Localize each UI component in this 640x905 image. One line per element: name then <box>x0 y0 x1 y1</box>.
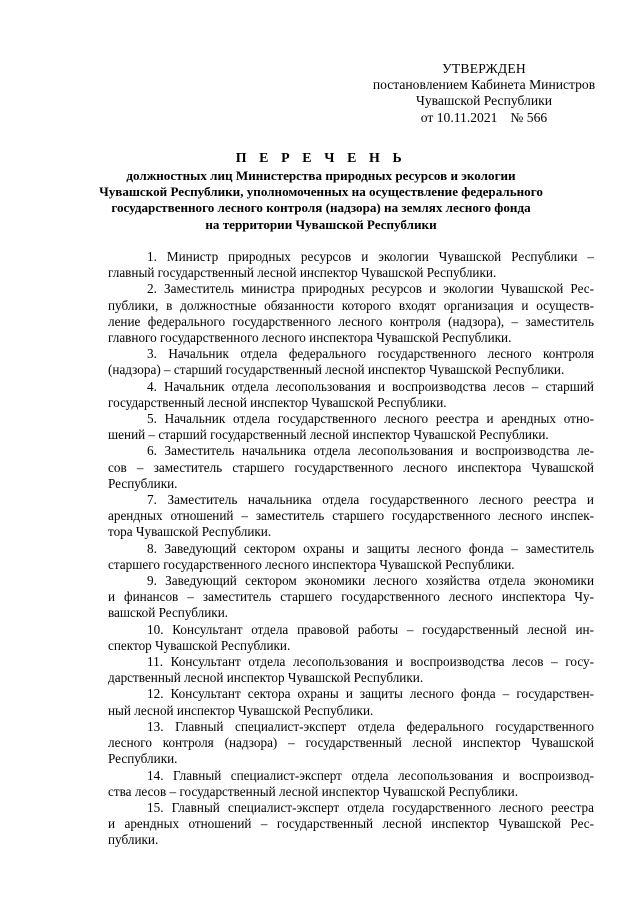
approval-date-line <box>364 110 604 126</box>
list-item-line: 8. Заведующий сектором охраны и защиты лесного фонда – заместитель <box>147 540 594 556</box>
list-item-line: лесного контроля (надзора) – государственный лесной инспектор Чувашской <box>108 735 594 751</box>
list-item-line: публики, в должностные обязанности которого входят организация и осуществ- <box>108 297 594 313</box>
list-item-line: старшего государственного лесного инспектора Чувашской Республики. <box>108 556 515 572</box>
list-item-line: (надзора) – старший государственный лесной инспектор Чувашской Республики. <box>108 362 565 378</box>
list-item-line: Республики. <box>108 751 178 767</box>
approval-resolution: постановлением Кабинета Министров <box>372 77 596 93</box>
list-item-line: 7. Заместитель начальника отдела государственного лесного реестра и <box>147 492 594 508</box>
list-item-line: 1. Министр природных ресурсов и экологии Чувашской Республики – <box>147 249 594 264</box>
list-item <box>108 800 594 849</box>
document-subtitle <box>90 168 552 233</box>
list-item-line: вашской Республики. <box>108 605 229 621</box>
list-item <box>108 622 594 654</box>
approval-stamp <box>364 61 604 126</box>
list-item <box>108 654 594 686</box>
list-item <box>108 492 594 541</box>
list-item-line: главный государственный лесной инспектор Чувашской Республики. <box>108 265 497 281</box>
approval-number: № 566 <box>510 109 548 125</box>
list-item <box>108 719 594 768</box>
list-item <box>108 346 594 378</box>
list-item-line: ный лесной инспектор Чувашской Республики. <box>108 702 374 718</box>
list-item-line: и арендных отношений – государственный лесной инспектор Чувашской Рес- <box>108 816 594 832</box>
list-item-line: 9. Заведующий сектором экономики лесного хозяйства отдела экономики <box>147 573 594 589</box>
list-item-line: публики. <box>108 832 159 848</box>
list-item-line: дарственный лесной инспектор Чувашской Республики. <box>108 670 424 686</box>
approval-date: от 10.11.2021 <box>420 109 498 125</box>
list-item <box>108 443 594 492</box>
list-item-line: 13. Главный специалист-эксперт отдела федерального государственного <box>147 718 594 734</box>
list-item-line: Республики. <box>108 475 178 491</box>
list-item-line: тора Чувашской Республики. <box>108 524 272 540</box>
list-item-line: ства лесов – государственный лесной инспектор Чувашской Республики. <box>108 783 519 799</box>
list-item <box>108 411 594 443</box>
list-item <box>108 768 594 800</box>
list-item-line: шений – старший государственный лесной инспектор Чувашской Республики. <box>108 427 549 443</box>
document-title: П Е Р Е Ч Е Н Ь <box>235 151 407 166</box>
list-item <box>108 281 594 346</box>
list-item <box>108 686 594 718</box>
subtitle-line: Чувашской Республики, уполномоченных на осуществление федерального <box>99 184 543 200</box>
subtitle-line: на территории Чувашской Республики <box>205 216 437 232</box>
list-item-line: 12. Консультант сектора охраны и защиты лесного фонда – государствен- <box>147 686 594 702</box>
list-item <box>108 573 594 622</box>
list-item-line: ление федерального государственного лесного контроля (надзора), – заместитель <box>108 313 594 329</box>
list-item-line: 15. Главный специалист-эксперт отдела государственного лесного реестра <box>147 799 594 815</box>
officials-list <box>108 249 594 849</box>
list-item-line: 10. Консультант отдела правовой работы – государственный лесной ин- <box>147 621 594 637</box>
list-item-line: 14. Главный специалист-эксперт отдела лесопользования и воспроизвод- <box>147 767 594 783</box>
list-item <box>108 541 594 573</box>
list-item <box>108 249 594 281</box>
list-item-line: арендных отношений – заместитель старшего государственного лесного инспек- <box>108 508 594 524</box>
subtitle-line: должностных лиц Министерства природных ресурсов и экологии <box>126 168 516 183</box>
list-item-line: 11. Консультант отдела лесопользования и воспроизводства лесов – госу- <box>147 654 594 670</box>
approval-republic: Чувашской Республики <box>416 93 552 109</box>
list-item-line: 6. Заместитель начальника отдела лесопользования и воспроизводства ле- <box>147 443 594 459</box>
list-item-line: главного государственного лесного инспектора Чувашской Республики. <box>108 330 512 346</box>
list-item-line: и финансов – заместитель старшего государственного лесного инспектора Чу- <box>108 589 594 605</box>
list-item-line: сов – заместитель старшего государственного лесного инспектора Чувашской <box>108 459 594 475</box>
list-item-line: 4. Начальник отдела лесопользования и воспроизводства лесов – старший <box>147 378 594 394</box>
approval-heading: УТВЕРЖДЕН <box>442 61 526 76</box>
list-item-line: 5. Начальник отдела государственного лесного реестра и арендных отно- <box>147 411 594 427</box>
list-item-line: спектор Чувашской Республики. <box>108 637 291 653</box>
subtitle-line: государственного лесного контроля (надзора) на землях лесного фонда <box>111 200 531 216</box>
list-item <box>108 379 594 411</box>
list-item-line: 2. Заместитель министра природных ресурсов и экологии Чувашской Рес- <box>147 281 594 297</box>
list-item-line: 3. Начальник отдела федерального государственного лесного контроля <box>147 346 594 362</box>
list-item-line: государственный лесной инспектор Чувашской Республики. <box>108 394 447 410</box>
